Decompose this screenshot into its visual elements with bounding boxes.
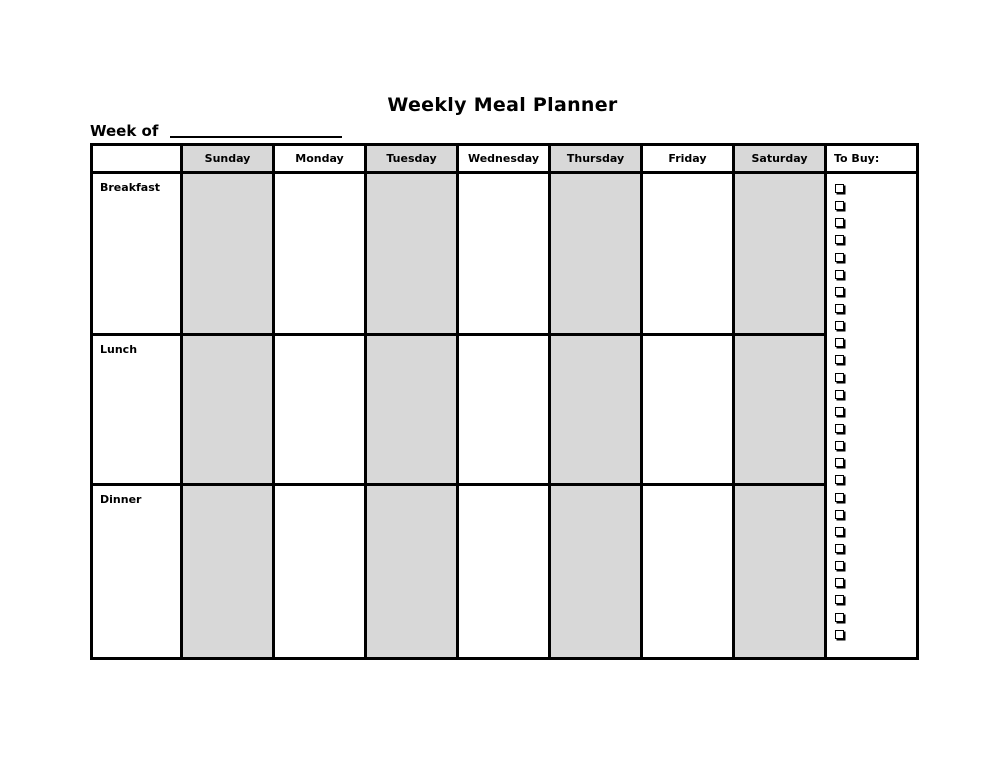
meal-cell-breakfast-monday[interactable] [274,173,366,335]
checkbox-icon[interactable] [835,527,844,536]
to-buy-item [835,217,916,234]
meal-cell-dinner-wednesday[interactable] [458,485,550,659]
meal-cell-breakfast-thursday[interactable] [550,173,642,335]
meal-cell-lunch-friday[interactable] [642,335,734,485]
checkbox-icon[interactable] [835,613,844,622]
checkbox-icon[interactable] [835,595,844,604]
to-buy-item [835,509,916,526]
checkbox-icon[interactable] [835,493,844,502]
checkbox-icon[interactable] [835,630,844,639]
meal-cell-lunch-thursday[interactable] [550,335,642,485]
checkbox-icon[interactable] [835,424,844,433]
day-header-tuesday: Tuesday [366,145,458,173]
meal-cell-lunch-sunday[interactable] [182,335,274,485]
meal-cell-dinner-saturday[interactable] [734,485,826,659]
meal-cell-breakfast-wednesday[interactable] [458,173,550,335]
meal-cell-lunch-wednesday[interactable] [458,335,550,485]
meal-cell-breakfast-sunday[interactable] [182,173,274,335]
header-row [92,145,918,173]
meal-cell-lunch-saturday[interactable] [734,335,826,485]
to-buy-item [835,577,916,594]
to-buy-item [835,252,916,269]
meal-row-breakfast [92,173,918,335]
checkbox-icon[interactable] [835,544,844,553]
meal-cell-dinner-friday[interactable] [642,485,734,659]
checkbox-icon[interactable] [835,458,844,467]
checkbox-icon[interactable] [835,218,844,227]
checkbox-icon[interactable] [835,475,844,484]
day-header-sunday: Sunday [182,145,274,173]
meal-label-lunch: Lunch [92,335,182,485]
checkbox-icon[interactable] [835,184,844,193]
meal-cell-lunch-tuesday[interactable] [366,335,458,485]
day-header-friday: Friday [642,145,734,173]
to-buy-item [835,629,916,646]
meal-cell-dinner-thursday[interactable] [550,485,642,659]
checkbox-icon[interactable] [835,338,844,347]
to-buy-item [835,492,916,509]
checkbox-icon[interactable] [835,355,844,364]
to-buy-item [835,320,916,337]
meal-cell-dinner-tuesday[interactable] [366,485,458,659]
checkbox-icon[interactable] [835,253,844,262]
to-buy-checklist [835,183,916,646]
meal-row-dinner [92,485,918,659]
day-header-wednesday: Wednesday [458,145,550,173]
checkbox-icon[interactable] [835,441,844,450]
corner-cell [92,145,182,173]
meal-cell-dinner-monday[interactable] [274,485,366,659]
checkbox-icon[interactable] [835,373,844,382]
checkbox-icon[interactable] [835,510,844,519]
meal-row-lunch [92,335,918,485]
checkbox-icon[interactable] [835,270,844,279]
checkbox-icon[interactable] [835,321,844,330]
to-buy-item [835,406,916,423]
meal-cell-lunch-monday[interactable] [274,335,366,485]
to-buy-item [835,440,916,457]
to-buy-header: To Buy: [826,145,918,173]
checkbox-icon[interactable] [835,390,844,399]
to-buy-item [835,234,916,251]
checkbox-icon[interactable] [835,578,844,587]
to-buy-item [835,303,916,320]
day-header-monday: Monday [274,145,366,173]
meal-cell-breakfast-friday[interactable] [642,173,734,335]
week-of-label: Week of [90,122,159,140]
to-buy-list-cell [826,173,918,659]
meal-planner-table [90,143,919,660]
checkbox-icon[interactable] [835,304,844,313]
checkbox-icon[interactable] [835,407,844,416]
to-buy-item [835,389,916,406]
to-buy-item [835,526,916,543]
to-buy-item [835,286,916,303]
to-buy-item [835,200,916,217]
to-buy-item [835,543,916,560]
to-buy-item [835,594,916,611]
to-buy-item [835,337,916,354]
week-of-field[interactable] [170,136,342,138]
checkbox-icon[interactable] [835,561,844,570]
to-buy-item [835,457,916,474]
day-header-saturday: Saturday [734,145,826,173]
checkbox-icon[interactable] [835,287,844,296]
meal-label-dinner: Dinner [92,485,182,659]
to-buy-item [835,612,916,629]
to-buy-item [835,183,916,200]
day-header-thursday: Thursday [550,145,642,173]
checkbox-icon[interactable] [835,235,844,244]
meal-label-breakfast: Breakfast [92,173,182,335]
checkbox-icon[interactable] [835,201,844,210]
to-buy-item [835,269,916,286]
meal-cell-breakfast-tuesday[interactable] [366,173,458,335]
page-title: Weekly Meal Planner [387,94,618,116]
to-buy-item [835,474,916,491]
to-buy-item [835,372,916,389]
to-buy-item [835,354,916,371]
meal-cell-dinner-sunday[interactable] [182,485,274,659]
to-buy-item [835,560,916,577]
meal-cell-breakfast-saturday[interactable] [734,173,826,335]
to-buy-item [835,423,916,440]
